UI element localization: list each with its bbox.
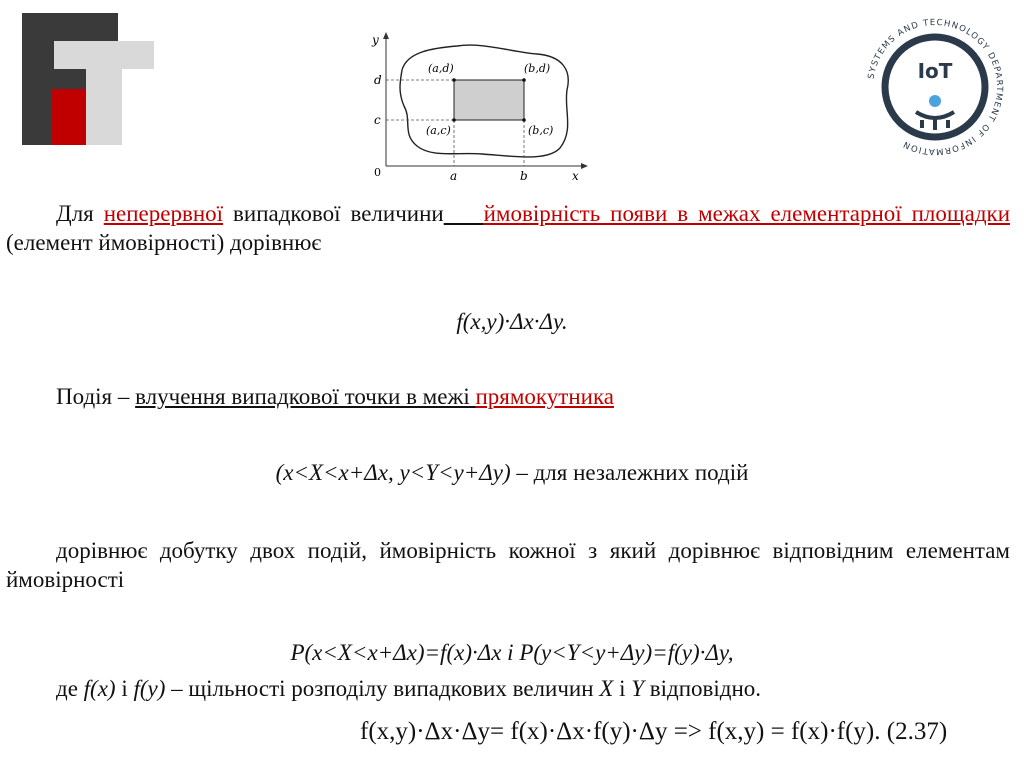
term-point-hit: влучення випадкової точки в межі (135, 384, 476, 409)
paragraph-event: Подія – влучення випадкової точки в межі прямокутника (56, 384, 614, 409)
term-rectangle: прямокутника (475, 384, 614, 409)
iot-dot-icon (929, 95, 941, 107)
formula-element-probability: f(x,y)·Δx·Δy. (456, 309, 568, 334)
probability-region-diagram (362, 30, 592, 188)
tick-d-label: d (374, 73, 382, 87)
iot-text: IoT (917, 59, 953, 83)
formula-2-37: f(x,y)·Δx·Δy= f(x)·Δx·f(y)·Δy => f(x,y) = f(x)·f(y). (2.37) (360, 718, 948, 745)
elementary-rectangle (454, 80, 524, 120)
formula-marginal-probabilities: P(x<X<x+Δx)=f(x)·Δx і P(y<Y<y+Δy)=f(y)·Δy, (290, 640, 734, 665)
ft-logo (22, 13, 154, 145)
condition-independent-events: (x<X<x+Δx, y<Y<y+Δy) – для незалежних подій (275, 460, 749, 485)
y-axis-label: y (372, 33, 379, 47)
corner-ac-label: (a,c) (426, 124, 451, 137)
corner-bc-label: (b,c) (528, 124, 554, 137)
origin-label: 0 (374, 166, 381, 179)
tick-a-label: a (450, 169, 458, 183)
tick-b-label: b (520, 169, 528, 183)
iot-ring-text: SYSTEMS AND TECHNOLOGY DEPARTMENT OF INFORMATION (866, 17, 1005, 157)
term-continuous: неперервної (103, 201, 224, 226)
term-probability-area: ймовірність появи в межах елементарної площадки (483, 201, 1011, 226)
tick-c-label: c (374, 113, 381, 127)
x-axis-label: x (572, 169, 579, 183)
paragraph-product: дорівнює добутку двох подій, ймовірність кожної з який дорівнює відповідним елементам ймовірності (6, 538, 1010, 592)
paragraph-element-probability: Для неперервної випадкової величини ймовірність появи в межах елементарної площадки (елемент ймовірності) дорівнює (6, 201, 1011, 255)
corner-bd-label: (b,d) (524, 62, 551, 75)
corner-ad-label: (a,d) (428, 62, 454, 75)
iot-department-logo (860, 12, 1010, 162)
paragraph-densities: де f(x) і f(y) – щільності розподілу випадкових величин X і Y відповідно. (56, 676, 762, 701)
